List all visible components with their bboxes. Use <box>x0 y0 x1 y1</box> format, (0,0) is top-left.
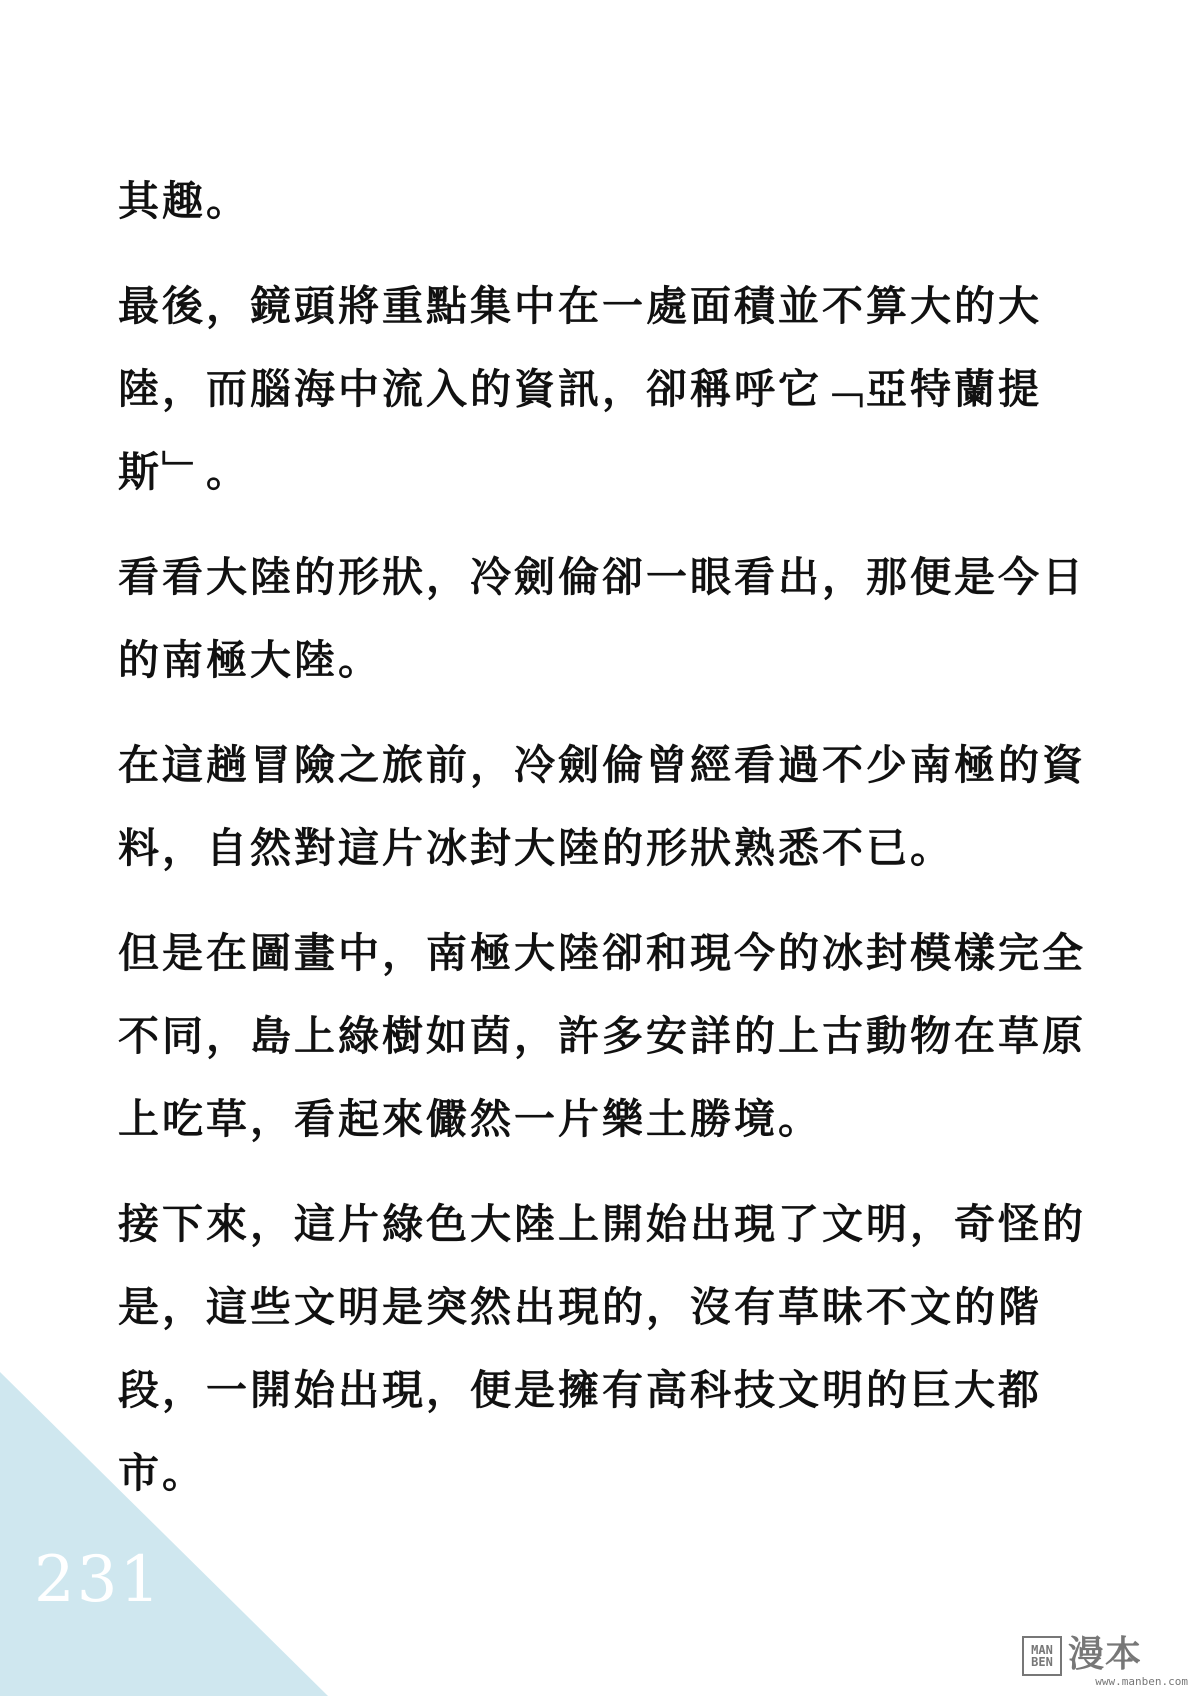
watermark-logo-box: MAN BEN <box>1022 1636 1062 1676</box>
paragraph-2: 最後，鏡頭將重點集中在一處面積並不算大的大陸，而腦海中流入的資訊，卻稱呼它﹁亞特蘭提斯﹂。 <box>118 282 1042 496</box>
manben-watermark <box>1022 1636 1188 1688</box>
paragraph-1: 其趣。 <box>118 177 250 225</box>
paragraph-5: 但是在圖畫中，南極大陸卻和現今的冰封模樣完全不同，島上綠樹如茵，許多安詳的上古動物在草原上吃草，看起來儼然一片樂土勝境。 <box>118 929 1086 1143</box>
watermark-chinese: 漫本 <box>1068 1634 1143 1675</box>
paragraph-3: 看看大陸的形狀，冷劍倫卻一眼看出，那便是今日的南極大陸。 <box>118 553 1086 684</box>
paragraph-4: 在這趟冒險之旅前，冷劍倫曾經看過不少南極的資料，自然對這片冰封大陸的形狀熟悉不已。 <box>118 741 1086 872</box>
body-text <box>118 160 1088 1537</box>
paragraph-6: 接下來，這片綠色大陸上開始出現了文明，奇怪的是，這些文明是突然出現的，沒有草昧不文的階段，一開始出現，便是擁有高科技文明的巨大都市。 <box>118 1200 1086 1497</box>
page-number: 231 <box>34 1543 163 1617</box>
watermark-url: www.manben.com <box>1095 1675 1188 1688</box>
